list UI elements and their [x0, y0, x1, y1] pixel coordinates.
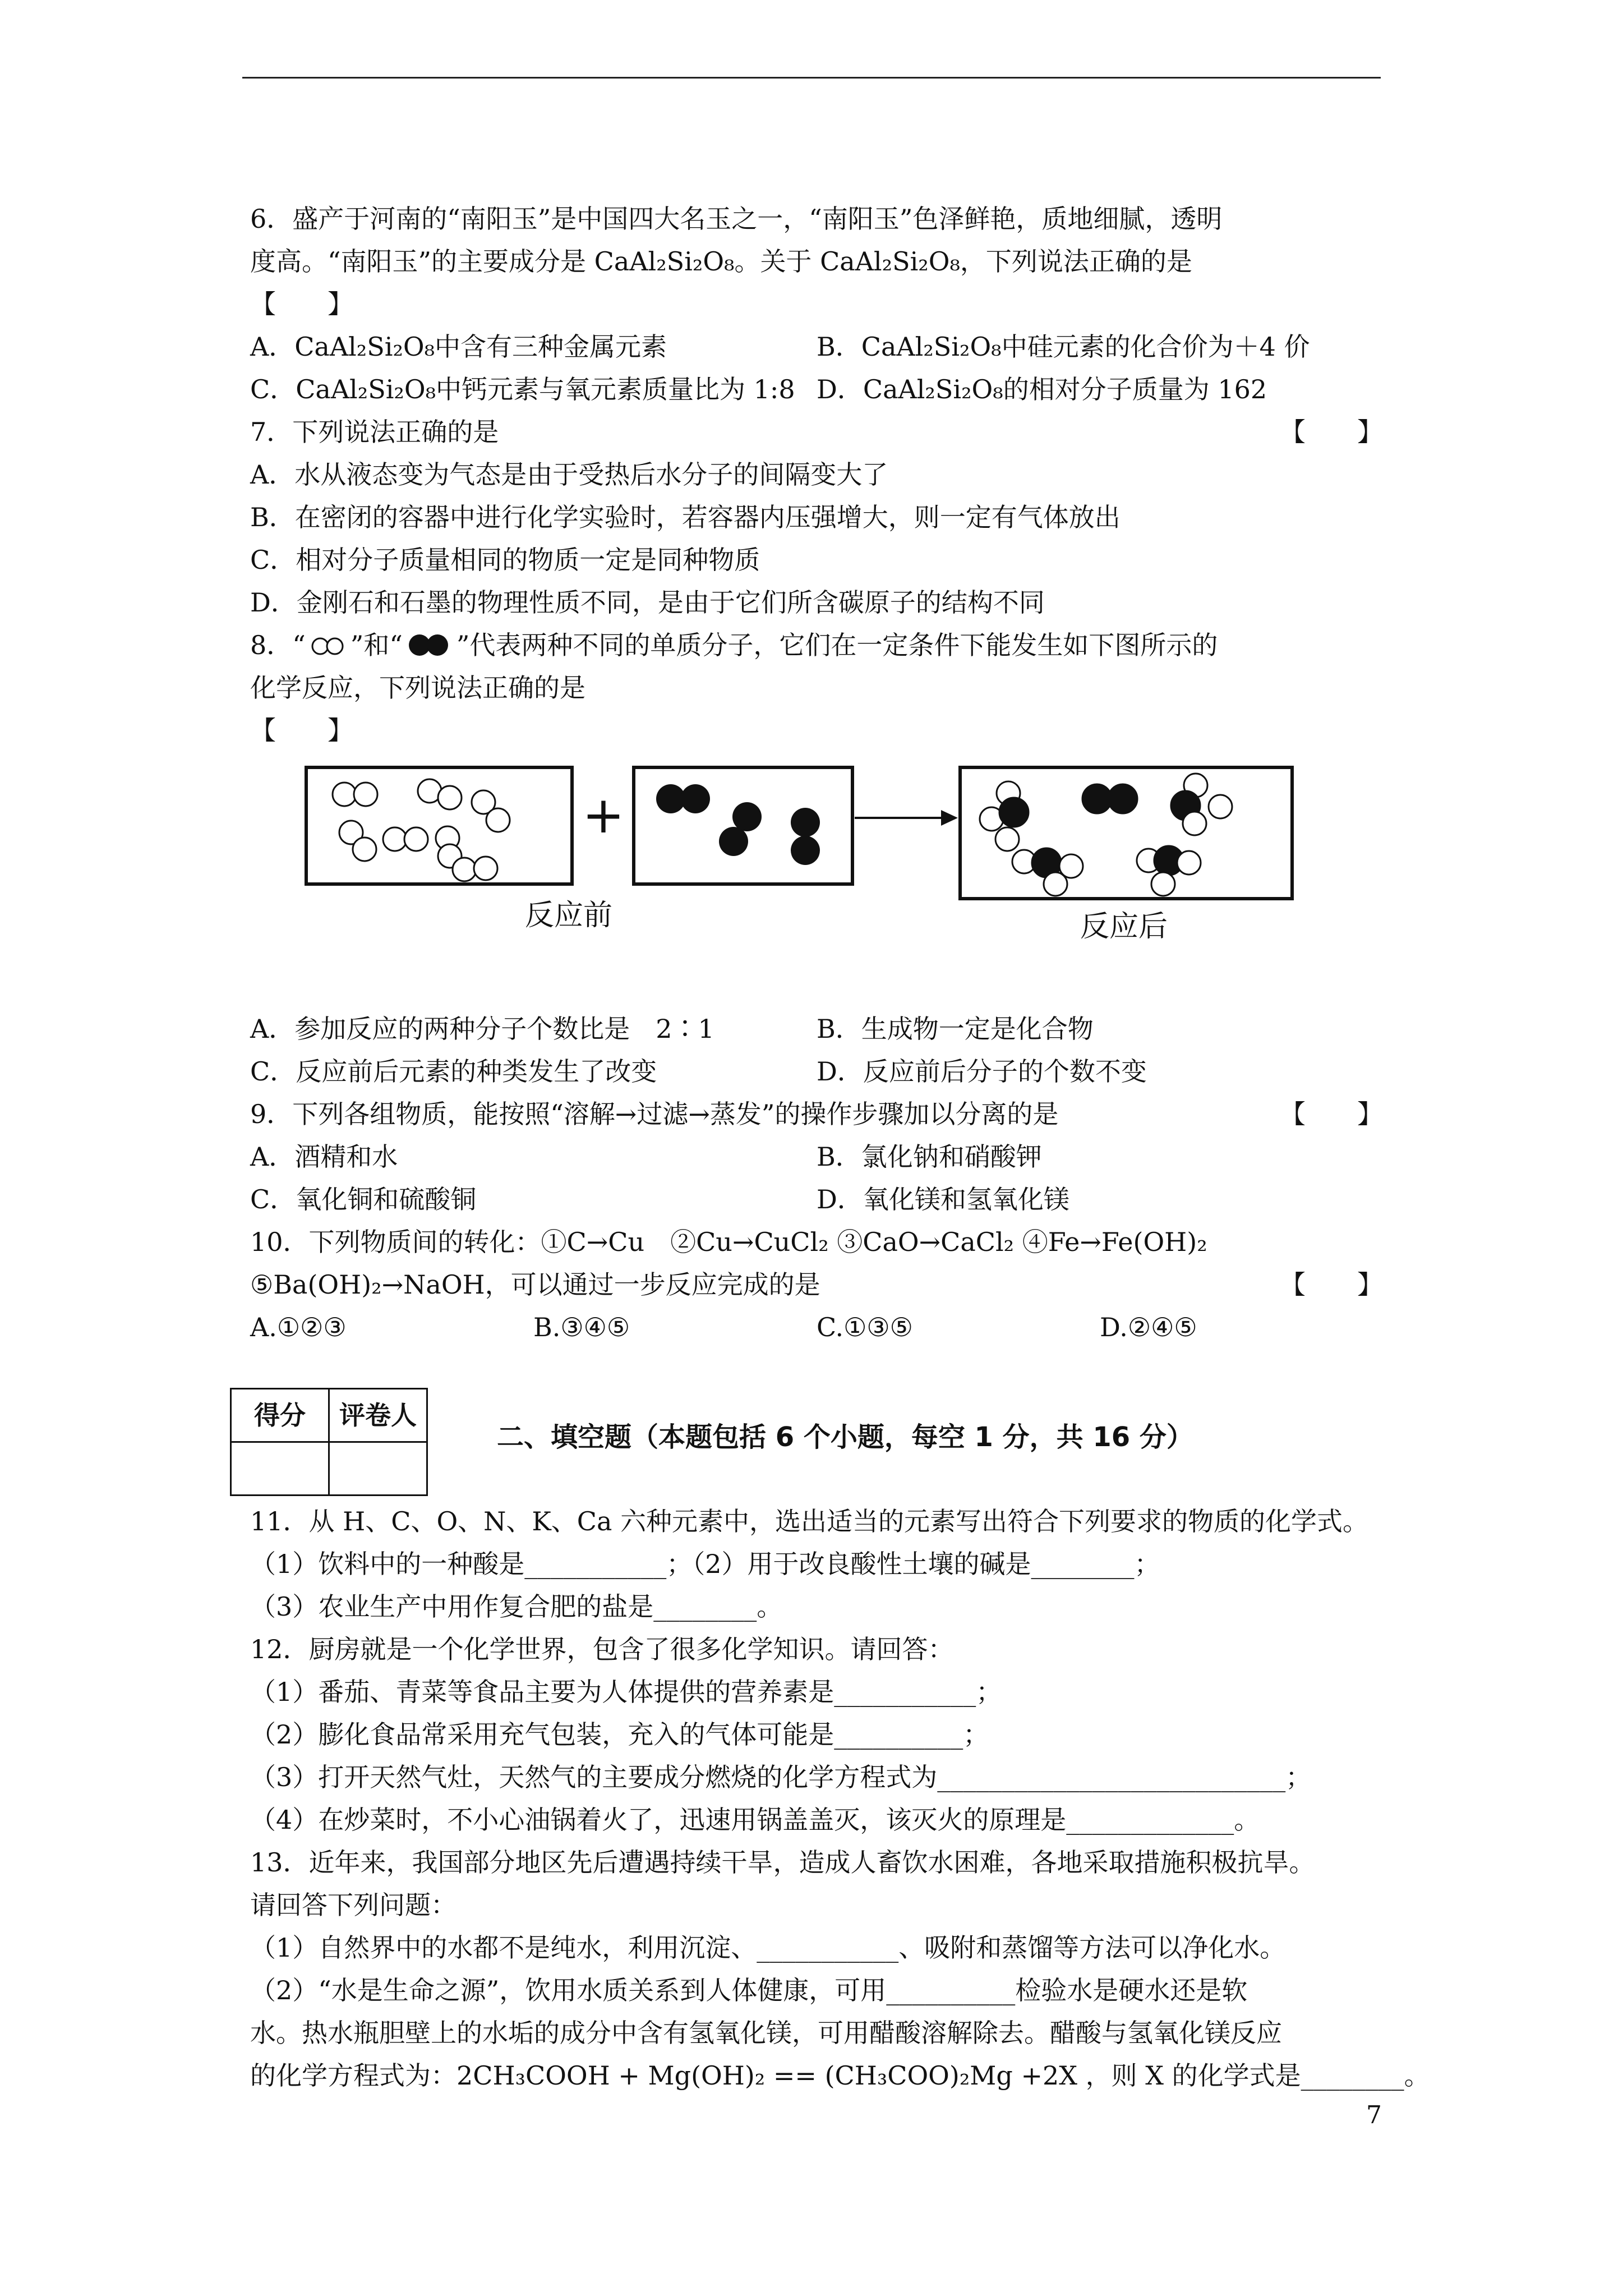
q8-options-row2 [250, 1050, 1383, 1093]
q7-stem: 7．下列说法正确的是 [250, 417, 499, 447]
q7-option-a: A．水从液态变为气态是由于受热后水分子的间隔变大了 [250, 459, 888, 490]
after-label: 反应后 [1080, 910, 1168, 944]
q9-option-a: A．酒精和水 [250, 1142, 398, 1172]
q9-option-d: D．氧化镁和氢氧化镁 [817, 1184, 1069, 1214]
section2-header [250, 1388, 1383, 1500]
q6-line2: 度高。“南阳玉”的主要成分是 CaAl₂Si₂O₈。关于 CaAl₂Si₂O₈，下列说法正确的是 [250, 246, 1192, 277]
q9-options-row2 [250, 1178, 1383, 1221]
q13-line2: （2）“水是生命之源”，饮用水质关系到人体健康，可用__________检验水是硬水还是软 [250, 1975, 1248, 2005]
q8-option-a: A．参加反应的两种分子个数比是 2∶1 [250, 1014, 714, 1044]
q6-answer-bracket: 【 】 [250, 289, 353, 319]
q11-line2: （3）农业生产中用作复合肥的盐是________。 [250, 1591, 783, 1622]
header-rule [242, 77, 1381, 79]
q12-line1: （1）番茄、青菜等食品主要为人体提供的营养素是___________； [250, 1677, 1002, 1707]
black-molecules [656, 784, 820, 865]
white-molecules [333, 779, 510, 881]
q10-option-a: A.①②③ [250, 1312, 347, 1342]
section2-title: 二、填空题（本题包括 6 个小题，每空 1 分，共 16 分） [497, 1421, 1193, 1453]
q10-line1: 10．下列物质间的转化：①C→Cu ②Cu→CuCl₂ ③CaO→CaCl₂ ④Fe→Fe(OH)₂ [250, 1227, 1207, 1257]
score-header: 得分 [231, 1389, 329, 1442]
q6-options-row2 [250, 368, 1383, 411]
before-label: 反应前 [525, 899, 613, 932]
q6-option-c: C．CaAl₂Si₂O₈中钙元素与氧元素质量比为 1:8 [250, 374, 795, 404]
black-molecule-icon [403, 632, 457, 659]
q8-line2: 化学反应，下列说法正确的是 [250, 673, 585, 703]
white-molecule-icon [306, 635, 351, 657]
q8-options-row1 [250, 1007, 1383, 1050]
q7-option-c: C．相对分子质量相同的物质一定是同种物质 [250, 545, 760, 575]
q6-option-d: D．CaAl₂Si₂O₈的相对分子质量为 162 [817, 374, 1267, 404]
q10-stem: ⑤Ba(OH)₂→NaOH，可以通过一步反应完成的是 [250, 1269, 820, 1300]
q10-option-b: B.③④⑤ [533, 1312, 630, 1342]
q11-line1: （1）饮料中的一种酸是___________；（2）用于改良酸性土壤的碱是________； [250, 1549, 1160, 1579]
q9-options-row1 [250, 1135, 1383, 1178]
q13-line1: （1）自然界中的水都不是纯水，利用沉淀、___________、吸附和蒸馏等方法可以净化水。 [250, 1932, 1286, 1963]
q10-options-row [250, 1306, 1383, 1349]
q8-line1 [250, 624, 1383, 666]
q9-option-b: B．氯化钠和硝酸钾 [817, 1142, 1042, 1172]
reaction-diagram [250, 760, 1383, 995]
q9-stem-line [250, 1093, 1383, 1135]
reaction-diagram-svg [301, 760, 1344, 995]
q9-answer-bracket: 【 】 [1280, 1099, 1383, 1129]
q8-text-c: ”代表两种不同的单质分子，它们在一定条件下能发生如下图所示的 [456, 630, 1218, 660]
q12-line3: （3）打开天然气灶，天然气的主要成分燃烧的化学方程式为___________________________； [250, 1762, 1312, 1792]
q10-option-c: C.①③⑤ [817, 1312, 913, 1342]
q6-option-a: A．CaAl₂Si₂O₈中含有三种金属元素 [250, 332, 667, 362]
q6-options-row1 [250, 325, 1383, 368]
page-number: 7 [1366, 2101, 1382, 2129]
q8-option-c: C．反应前后元素的种类发生了改变 [250, 1056, 657, 1087]
q7-answer-bracket: 【 】 [1280, 417, 1383, 447]
q8-answer-bracket: 【 】 [250, 715, 353, 746]
q13-line3: 水。热水瓶胆壁上的水垢的成分中含有氢氧化镁，可用醋酸溶解除去。醋酸与氢氧化镁反应 [250, 2018, 1282, 2048]
score-cell[interactable] [231, 1442, 329, 1496]
page-content [250, 197, 1430, 2097]
q11-stem: 11．从 H、C、O、N、K、Ca 六种元素中，选出适当的元素写出符合下列要求的物质的化学式。 [250, 1506, 1369, 1536]
q9-stem: 9．下列各组物质，能按照“溶解→过滤→蒸发”的操作步骤加以分离的是 [250, 1099, 1059, 1129]
q12-stem: 12．厨房就是一个化学世界，包含了很多化学知识。请回答： [250, 1634, 954, 1664]
q12-line2: （2）膨化食品常采用充气包装，充入的气体可能是__________； [250, 1719, 989, 1750]
q8-text-b: ”和“ [350, 630, 403, 660]
q10-answer-bracket: 【 】 [1280, 1269, 1383, 1300]
grader-cell[interactable] [329, 1442, 427, 1496]
reaction-arrow-head [941, 810, 958, 826]
score-table [230, 1388, 428, 1496]
q13-line4: 的化学方程式为：2CH₃COOH + Mg(OH)₂ == (CH₃COO)₂Mg +2X ，则 X 的化学式是________。 [250, 2060, 1430, 2091]
q6-line1: 6．盛产于河南的“南阳玉”是中国四大名玉之一，“南阳玉”色泽鲜艳，质地细腻，透明 [250, 204, 1223, 234]
q6-option-b: B．CaAl₂Si₂O₈中硅元素的化合价为＋4 价 [817, 332, 1310, 362]
q7-option-b: B．在密闭的容器中进行化学实验时，若容器内压强增大，则一定有气体放出 [250, 502, 1121, 532]
q7-option-d: D．金刚石和石墨的物理性质不同，是由于它们所含碳原子的结构不同 [250, 587, 1045, 618]
q13-stem: 13．近年来，我国部分地区先后遭遇持续干旱，造成人畜饮水困难，各地采取措施积极抗旱。 [250, 1847, 1315, 1878]
q8-option-d: D．反应前后分子的个数不变 [817, 1056, 1147, 1087]
q10-line2 [250, 1263, 1383, 1306]
q7-stem-line [250, 411, 1383, 453]
product-molecules [980, 774, 1232, 896]
q9-option-c: C．氧化铜和硫酸铜 [250, 1184, 477, 1214]
grader-header: 评卷人 [329, 1389, 427, 1442]
plus-sign: + [582, 786, 625, 845]
q8-option-b: B．生成物一定是化合物 [817, 1014, 1094, 1044]
q13-stem2: 请回答下列问题： [250, 1890, 457, 1920]
q8-text-a: 8．“ [250, 630, 306, 660]
q12-line4: （4）在炒菜时，不小心油锅着火了，迅速用锅盖盖灭，该灭火的原理是_____________。 [250, 1805, 1260, 1835]
q10-option-d: D.②④⑤ [1100, 1312, 1197, 1342]
